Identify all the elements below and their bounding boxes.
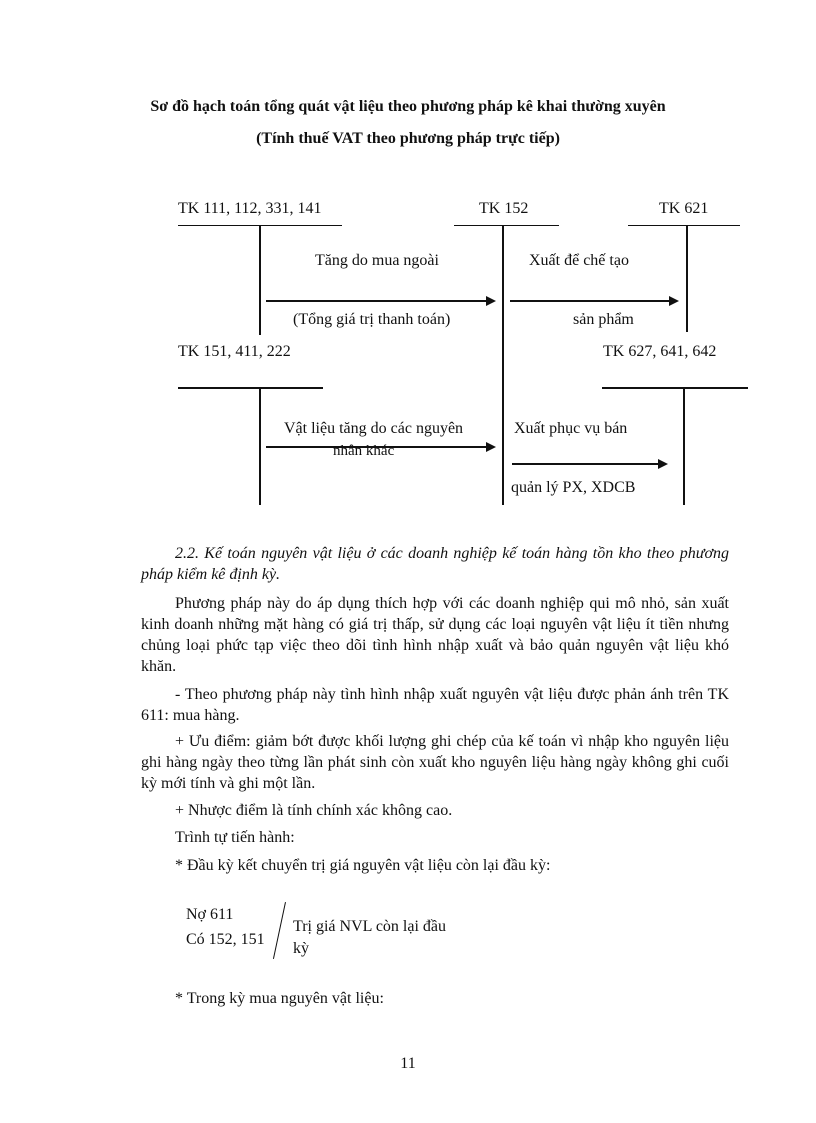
- account-151-divider: [259, 387, 261, 505]
- label-purchase: Tăng do mua ngoài: [315, 252, 439, 269]
- label-export-mfg-product: sản phẩm: [573, 311, 634, 328]
- paragraph-6: [141, 855, 729, 876]
- label-other-reasons: nhân khác: [333, 443, 395, 459]
- label-export-sales-mgmt: quản lý PX, XDCB: [511, 479, 636, 496]
- entry-credit: Có 152, 151: [186, 931, 265, 948]
- account-627-underline: [602, 387, 748, 389]
- paragraph-1: [141, 593, 729, 677]
- paragraph-4-text: + Nhược điểm là tính chính xác không cao.: [175, 802, 453, 819]
- account-621-underline: [628, 225, 740, 226]
- page-number: 11: [400, 1055, 416, 1072]
- arrow-purchase: [266, 300, 494, 302]
- paragraph-6-text: * Đầu kỳ kết chuyển trị giá nguyên vật liệu còn lại đầu kỳ:: [175, 857, 551, 874]
- entry-debit: Nợ 611: [186, 906, 234, 923]
- paragraph-7: [141, 988, 729, 1009]
- arrow-export-mfg: [510, 300, 677, 302]
- paragraph-3: [141, 731, 729, 794]
- section-heading-text: 2.2. Kế toán nguyên vật liệu ở các doanh nghiệp kế toán hàng tồn kho theo phương pháp kiểm kê định kỳ.: [141, 545, 729, 583]
- label-purchase-total: (Tổng giá trị thanh toán): [293, 311, 451, 328]
- section-heading: [141, 543, 729, 585]
- account-111-divider: [259, 225, 261, 335]
- arrow-export-sales: [512, 463, 666, 465]
- paragraph-5-text: Trình tự tiến hành:: [175, 829, 295, 846]
- account-151-underline: [178, 387, 323, 389]
- entry-separator: [273, 902, 286, 959]
- account-label-111: TK 111, 112, 331, 141: [178, 200, 322, 217]
- label-other-increase: Vật liệu tăng do các nguyên: [284, 420, 464, 437]
- paragraph-3-text: + Ưu điểm: giảm bớt được khối lượng ghi chép của kế toán vì nhập kho nguyên liệu ghi hàng ngày theo từng lần phát sinh còn xuất kho nguyên liệu hàng ngày không ghi cuối kỳ mới tính và ghi một lần.: [141, 733, 729, 792]
- account-label-621: TK 621: [659, 200, 709, 217]
- page-title: Sơ đồ hạch toán tổng quát vật liệu theo phương pháp kê khai thường xuyên: [150, 98, 666, 115]
- page-subtitle: (Tính thuế VAT theo phương pháp trực tiếp): [256, 130, 560, 147]
- paragraph-4: [141, 800, 729, 821]
- account-152-divider: [502, 225, 504, 505]
- account-label-151: TK 151, 411, 222: [178, 343, 291, 360]
- account-label-627: TK 627, 641, 642: [603, 343, 717, 360]
- paragraph-5: [141, 827, 729, 848]
- paragraph-7-text: * Trong kỳ mua nguyên vật liệu:: [175, 990, 384, 1007]
- label-export-mfg: Xuất để chế tạo: [529, 252, 629, 269]
- paragraph-2: [141, 684, 729, 726]
- paragraph-2-text: - Theo phương pháp này tình hình nhập xuất nguyên vật liệu được phản ánh trên TK 611: mua hàng.: [141, 686, 729, 724]
- entry-description: Trị giá NVL còn lại đầu: [293, 918, 447, 935]
- account-627-divider: [683, 387, 685, 505]
- entry-description-cont: kỳ: [293, 940, 309, 957]
- account-label-152: TK 152: [479, 200, 529, 217]
- account-621-divider: [686, 225, 688, 332]
- account-152-underline: [454, 225, 559, 226]
- paragraph-1-text: Phương pháp này do áp dụng thích hợp với các doanh nghiệp qui mô nhỏ, sản xuất kinh doanh những mặt hàng có giá trị thấp, sử dụng các loại nguyên vật liệu ít tiền nhưng chủng loại phức tạp việc theo dõi tình hình nhập xuất và bảo quản nguyên vật liệu khó khăn.: [141, 595, 729, 675]
- label-export-sales: Xuất phục vụ bán: [514, 420, 628, 437]
